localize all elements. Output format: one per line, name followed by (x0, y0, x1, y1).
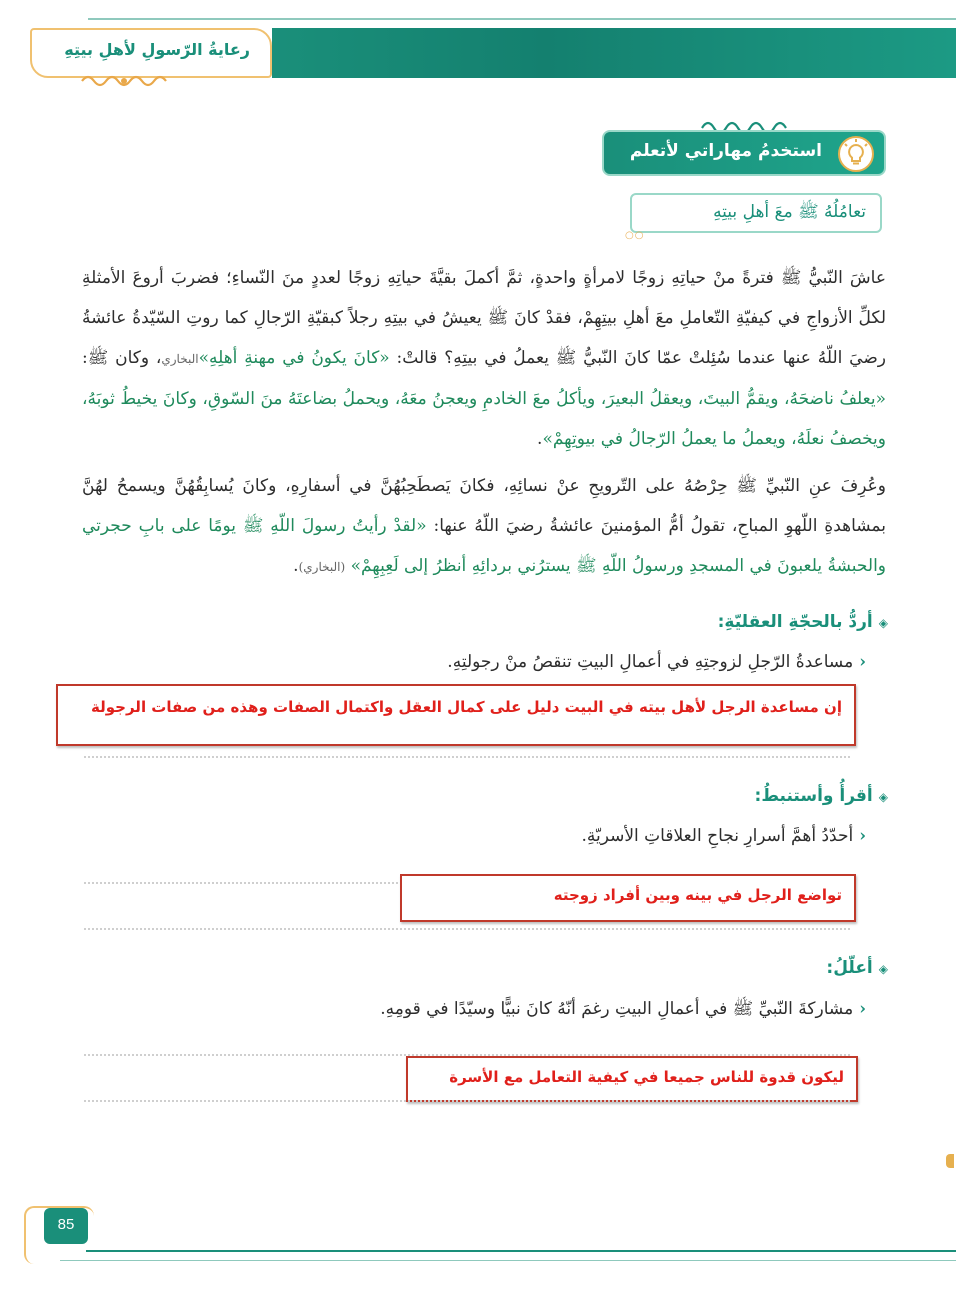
section-heading-argue (500, 612, 888, 632)
section-heading-read (500, 786, 888, 806)
header-band (272, 28, 956, 78)
page-edge-marker (946, 1154, 954, 1168)
question-3 (300, 998, 866, 1023)
lightbulb-icon (838, 136, 874, 172)
paragraph-2 (82, 466, 886, 587)
question-1 (300, 652, 866, 672)
hadith-source-2: (البخاري) (298, 560, 346, 574)
diamond-icon: ◈ (878, 616, 888, 630)
section-heading-text: أقرأُ وأستنبطُ: (754, 786, 873, 806)
answer-text-2: تواضع الرجل في بينه وبين أفراد زوجته (553, 886, 842, 904)
paragraph-2-end: . (293, 556, 299, 576)
section-heading-text: أعلّلُ: (826, 958, 873, 978)
chevron-left-icon: ‹ (859, 826, 866, 846)
paragraph-1-end: . (537, 429, 543, 449)
answer-line (84, 928, 850, 930)
paragraph-1-mid: ، وكان ﷺ: (82, 348, 162, 368)
hadith-source-1: البخاري (161, 352, 199, 366)
diamond-icon: ◈ (878, 790, 888, 804)
chevron-left-icon: ‹ (859, 652, 866, 672)
hadith-quote-2: «يعلفُ ناضحَهُ، ويقمُّ البيتَ، ويعقلُ البعيرَ، ويأكلُ معَ الخادمِ ويعجنُ معَهُ، ويحملُ بضاعتَهُ منَ السّوقِ، وكانَ يخيطُ ثوبَهُ، ويخصفُ نعلَهُ، ويعملُ ما يعملُ الرّجالُ في بيوتِهِمْ» (82, 389, 886, 449)
chevron-left-icon: ‹ (859, 999, 866, 1019)
answer-text-3: ليكون قدوة للناس جميعا في كيفية التعامل مع الأسرة (449, 1068, 844, 1086)
footer-line-thin (60, 1260, 956, 1261)
section-heading-text: أردُّ بالحجّةِ العقليّةِ: (717, 612, 873, 632)
chapter-title: رعايةُ الرّسولِ لأهلِ بيتِهِ (64, 40, 250, 59)
answer-text-1: إن مساعدة الرجل لأهل بيته في البيت دليل على كمال العقل واكتمال الصفات وهذه من صفات الرجولة (91, 698, 842, 716)
section-heading-explain (500, 958, 888, 978)
skills-banner-title: استخدمُ مهاراتي لأتعلم (629, 141, 822, 161)
question-text: مساعدةُ الرّجلِ لزوجتِهِ في أعمالِ البيتِ تنقصُ منْ رجولتِهِ. (447, 652, 854, 672)
question-text: أحدّدُ أهمَّ أسرارِ نجاحِ العلاقاتِ الأسريّةِ. (581, 826, 854, 846)
diamond-icon: ◈ (878, 962, 888, 976)
header-top-line (88, 18, 956, 20)
page-number: 85 (57, 1216, 75, 1233)
paragraph-1-intro: عاشَ النّبيُّ ﷺ فترةً منْ حياتِهِ زوجًا لامرأةٍ واحدةٍ، ثمَّ أكملَ بقيَّةَ حياتِهِ زوجًا لعددٍ منَ النّساءِ؛ فضربَ أروعَ الأمثلةِ لكلِّ الأزواجِ في كيفيّةِ التّعاملِ معَ أهلِ بيتِهِمْ، فقدْ كانَ ﷺ يعيشُ في بيتِهِ رجلاً كبقيّةِ الرّجالِ كما روتِ السّيّدةُ عائشةُ رضيَ اللّهُ عنها عندما سُئِلتْ عمّا كانَ النّبيُّ ﷺ يعملُ في بيتِهِ؟ قالتْ: (82, 268, 886, 368)
question-text: مشاركةَ النّبيِّ ﷺ في أعمالِ البيتِ رغمَ أنّهُ كانَ نبيًّا وسيّدًا في قومِهِ. (380, 999, 854, 1019)
hadith-quote-3: «لقدْ رأيتُ رسولَ اللّهِ ﷺ يومًا على بابِ حجرتي والحبشةُ يلعبونَ في المسجدِ ورسولُ اللّهِ ﷺ يسترُني بردائِهِ أنظرُ إلى لَعِبِهِمْ» (82, 516, 886, 576)
paragraph-2-intro: وعُرِفَ عنِ النّبيِّ ﷺ حِرْصُهُ على التّرويحِ عنْ نسائِهِ، فكانَ يَصطَحِبُهُنَّ في أسفارِهِ، وكانَ يُسابِقُهُنَّ ويسمحُ لهُنَّ بمشاهدةِ اللّهوِ المباحِ، تقولُ أمُّ المؤمنينَ عائشةُ رضيَ اللّهُ عنها: (82, 476, 886, 536)
subtitle-dots-icon: ○○ (625, 230, 645, 241)
footer-line (86, 1250, 956, 1252)
ornament-icon (78, 72, 170, 90)
question-2 (300, 826, 866, 846)
lesson-subtitle: تعامُلُهُ ﷺ معَ أهلِ بيتِهِ (713, 202, 866, 222)
answer-line (84, 1100, 850, 1102)
paragraph-1 (82, 258, 886, 459)
hadith-quote-1: «كانَ يكونُ في مهنةِ أهلِهِ» (198, 348, 390, 368)
answer-line (84, 756, 850, 758)
